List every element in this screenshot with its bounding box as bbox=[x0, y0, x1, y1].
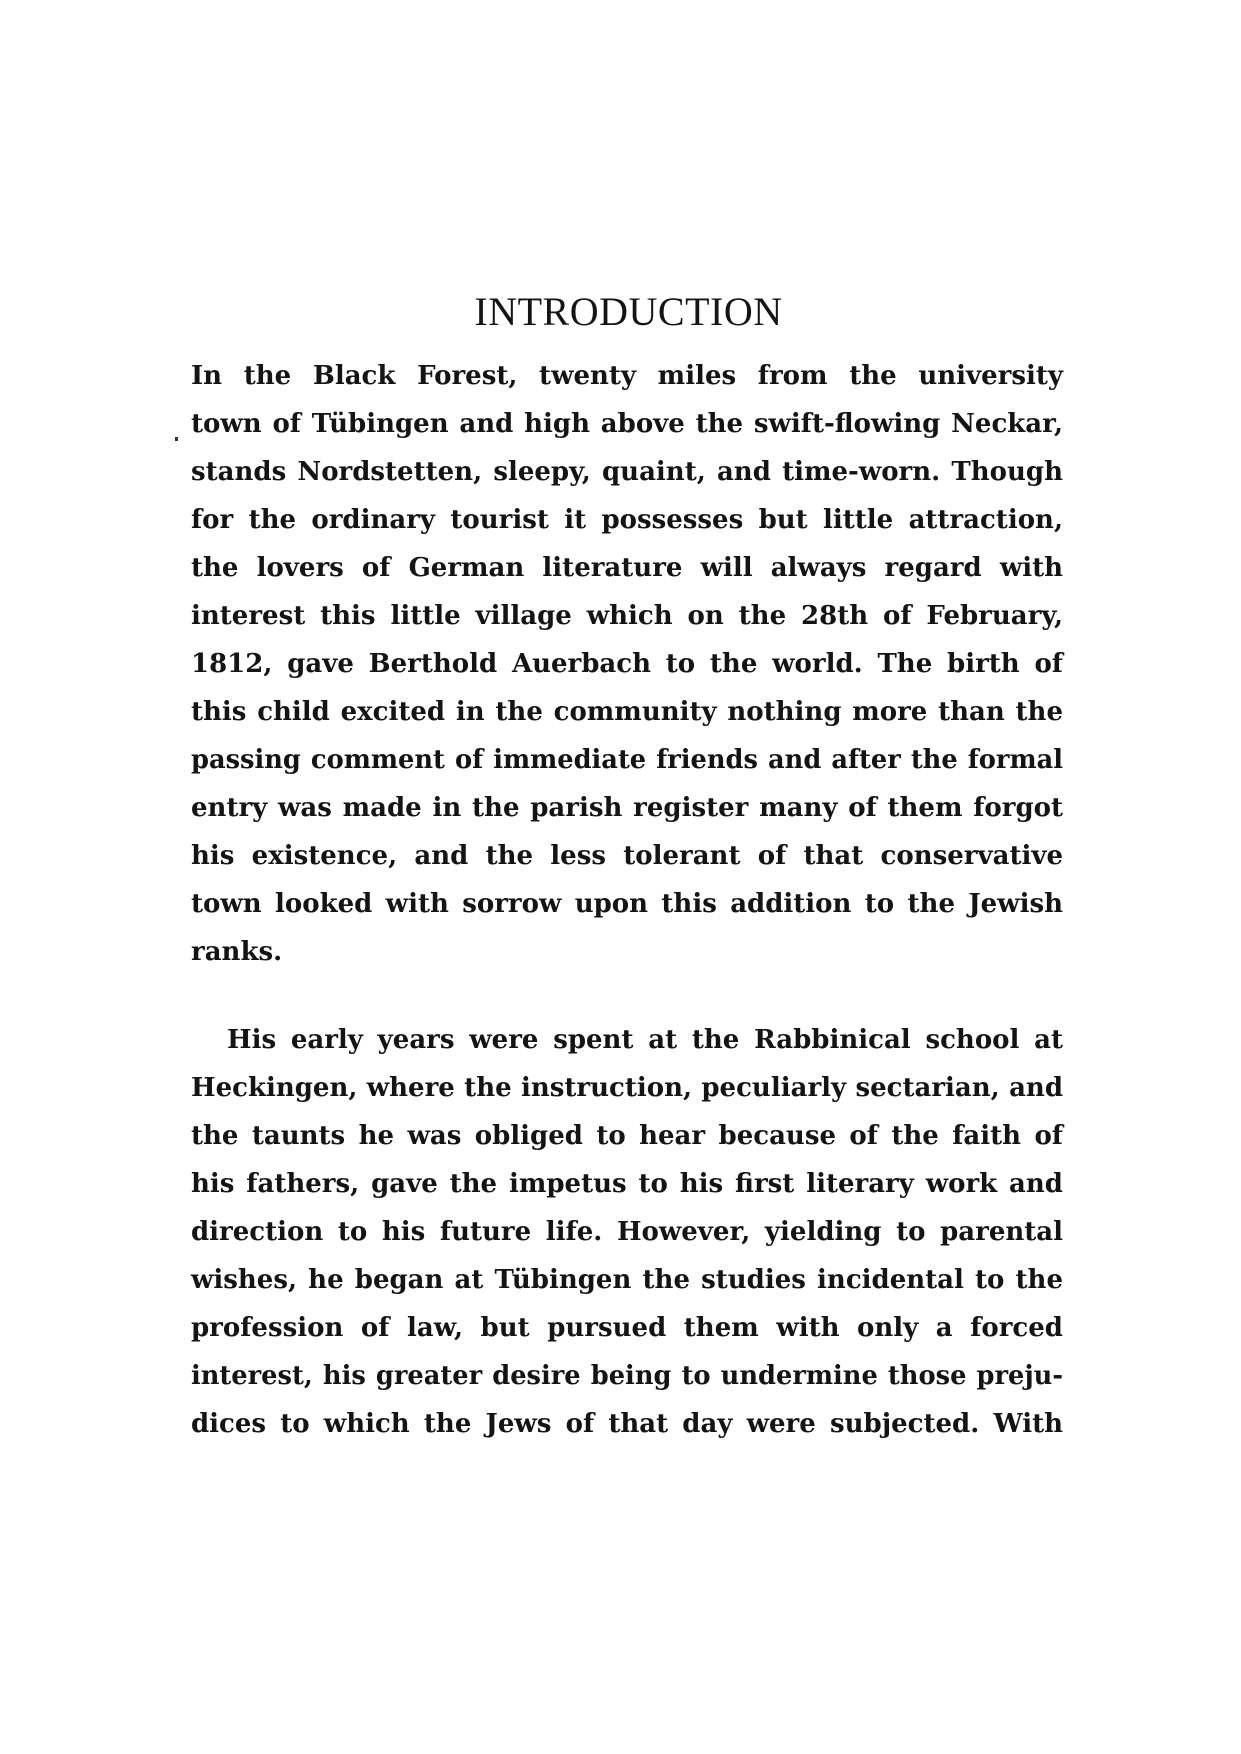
text-line: ranks. bbox=[191, 937, 283, 967]
text-line: dices to which the Jews of that day were subjected. With bbox=[191, 1409, 1063, 1439]
text-line: 1812, gave Berthold Auerbach to the world. The birth of bbox=[191, 649, 1063, 679]
text-line: town of Tübingen and high above the swift-flowing Neckar, bbox=[191, 409, 1063, 439]
text-line: his fathers, gave the impetus to his first literary work and bbox=[191, 1169, 1063, 1199]
text-line: passing comment of immediate friends and after the formal bbox=[191, 745, 1063, 775]
text-line: profession of law, but pursued them with only a forced bbox=[191, 1313, 1063, 1343]
text-line: his existence, and the less tolerant of that conservative bbox=[191, 841, 1063, 871]
text-line: direction to his future life. However, yielding to parental bbox=[191, 1217, 1063, 1247]
text-line: the taunts he was obliged to hear because of the faith of bbox=[191, 1121, 1063, 1151]
text-line: this child excited in the community nothing more than the bbox=[191, 697, 1063, 727]
chapter-title: INTRODUCTION bbox=[474, 289, 783, 334]
text-line: His early years were spent at the Rabbinical school at bbox=[227, 1025, 1063, 1055]
text-line: town looked with sorrow upon this addition to the Jewish bbox=[191, 889, 1063, 919]
text-line: interest this little village which on the 28th of February, bbox=[191, 601, 1063, 631]
text-line: the lovers of German literature will always regard with bbox=[191, 553, 1063, 583]
text-line: wishes, he began at Tübingen the studies incidental to the bbox=[191, 1265, 1063, 1295]
text-line: for the ordinary tourist it possesses but little attraction, bbox=[191, 505, 1063, 535]
text-line: Heckingen, where the instruction, peculiarly sectarian, and bbox=[191, 1073, 1063, 1103]
text-line: interest, his greater desire being to undermine those preju- bbox=[191, 1361, 1063, 1391]
text-line: stands Nordstetten, sleepy, quaint, and time-worn. Though bbox=[191, 457, 1063, 487]
text-line: In the Black Forest, twenty miles from the university bbox=[191, 361, 1063, 391]
text-line: entry was made in the parish register many of them forgot bbox=[191, 793, 1063, 823]
margin-mark bbox=[175, 437, 178, 441]
